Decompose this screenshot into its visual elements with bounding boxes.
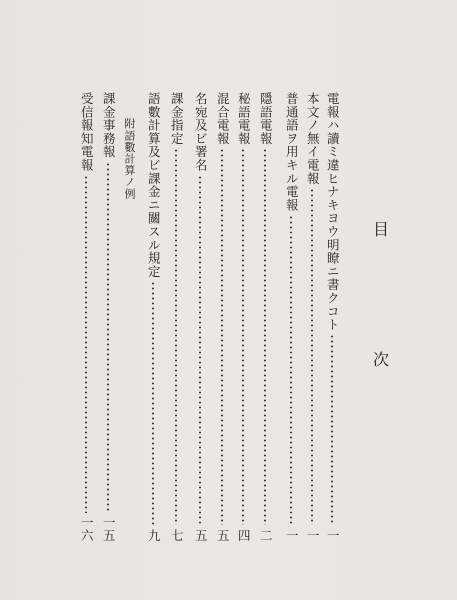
toc-entry: [76, 92, 96, 542]
toc-entry-title: 語數計算及ビ課金ニ關スル規定: [146, 92, 162, 279]
toc-entry: [255, 92, 275, 542]
toc-leader-dots: [85, 175, 87, 513]
toc-leader-dots: [152, 281, 154, 525]
toc-entry: [212, 92, 232, 542]
toc-entry: [143, 92, 163, 542]
toc-sub-entry: [124, 118, 140, 203]
toc-entry-title: 普通語ヲ用キル電報: [284, 92, 300, 212]
toc-heading: 目: [373, 220, 391, 239]
toc-entry-title: 本文ノ無イ電報: [305, 92, 321, 186]
toc-entry-page: 一: [325, 528, 341, 542]
toc-entry-page: 一: [284, 528, 300, 542]
toc-entry-title: 名宛及ビ署名: [193, 92, 209, 172]
toc-leader-dots: [242, 148, 244, 525]
toc-entry-title: 混合電報: [215, 92, 231, 146]
toc-entry: [190, 92, 210, 542]
toc-entry-page: 二: [258, 528, 274, 542]
toc-entry-title: 隱語電報: [258, 92, 274, 146]
toc-entry-title: 課金指定: [169, 92, 185, 146]
toc-entry-page: 四: [236, 528, 252, 542]
toc-entry-title: 受信報知電報: [79, 92, 95, 172]
toc-entry-title: 電報ハ讀ミ違ヒナキヨウ明瞭ニ書クコト: [325, 92, 341, 332]
toc-entry-title: 課金事務報: [101, 92, 117, 159]
toc-leader-dots: [221, 148, 223, 525]
toc-leader-dots: [264, 148, 266, 525]
toc-entry-page: 五: [193, 528, 209, 542]
toc-entry: [302, 92, 322, 542]
toc-entry-title: 附語數計算ノ例: [123, 118, 136, 200]
toc-entry-page: 一五: [101, 516, 117, 542]
toc-leader-dots: [175, 148, 177, 525]
toc-leader-dots: [290, 215, 292, 525]
toc-leader-dots: [199, 175, 201, 525]
toc-entry-page: 五: [215, 528, 231, 542]
toc-entry: [166, 92, 186, 542]
toc-leader-dots: [107, 162, 109, 514]
toc-entry: [233, 92, 253, 542]
toc-heading-sub: 次: [373, 350, 391, 369]
toc-entry-page: 九: [146, 528, 162, 542]
toc-entry-page: 一: [305, 528, 321, 542]
toc-entry: [322, 92, 342, 542]
toc-entry-title: 秘語電報: [236, 92, 252, 146]
toc-leader-dots: [311, 188, 313, 525]
toc-entry-page: 七: [169, 528, 185, 542]
toc-leader-dots: [331, 334, 333, 525]
toc-entry: [281, 92, 301, 542]
toc-entry-page: 一六: [79, 516, 95, 542]
toc-entry: [98, 92, 118, 542]
